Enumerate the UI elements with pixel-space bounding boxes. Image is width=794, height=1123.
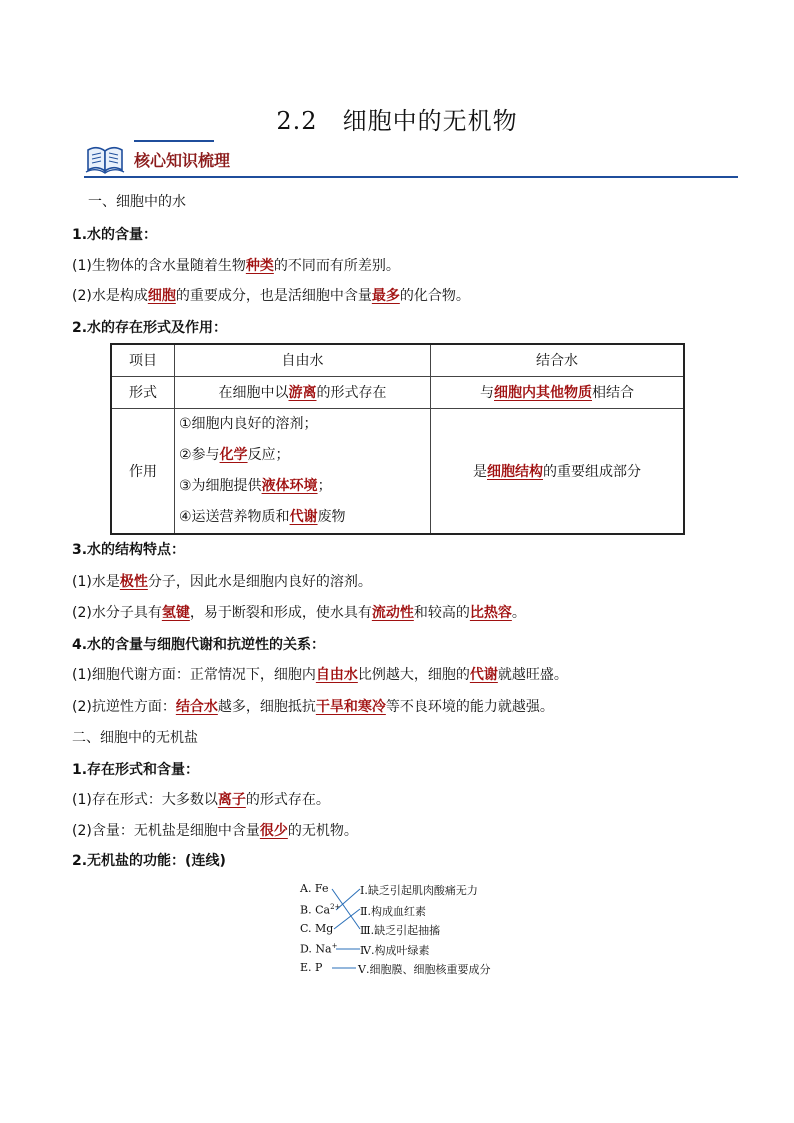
table-cell [175, 408, 431, 534]
s4-line1: (1)细胞代谢方面：正常情况下，细胞内自由水比例越大，细胞的代谢就越旺盛。 [72, 667, 568, 683]
part2-heading: 二、细胞中的无机盐 [72, 730, 198, 746]
answer-blank: 比热容 [469, 605, 512, 621]
answer-blank: 代谢 [469, 667, 498, 683]
function-label: Ⅰ.缺乏引起肌肉酸痛无力 [360, 884, 478, 897]
p2-s2-heading: 2.无机盐的功能：(连线) [72, 853, 226, 869]
section-label: 核心知识梳理 [134, 151, 231, 170]
answer-blank: 很少 [259, 823, 288, 839]
element-label: D. Na+ [300, 942, 338, 956]
table-header-cell: 自由水 [175, 344, 431, 376]
answer-blank: 最多 [371, 288, 400, 304]
function-label: Ⅱ.构成血红素 [360, 905, 426, 918]
table-header-cell: 结合水 [431, 344, 685, 376]
answer-blank: 极性 [119, 574, 148, 590]
function-label: Ⅴ.细胞膜、细胞核重要成分 [358, 963, 491, 976]
p2-s1-heading: 1.存在形式和含量： [72, 762, 200, 778]
table-cell: 在细胞中以游离的形式存在 [175, 376, 431, 408]
p2-s1-line1: (1)存在形式：大多数以离子的形式存在。 [72, 792, 330, 808]
answer-blank: 游离 [288, 385, 317, 401]
answer-blank: 代谢 [289, 508, 318, 525]
table-cell: 与细胞内其他物质相结合 [431, 376, 685, 408]
page-title: 2.2 细胞中的无机物 [276, 107, 518, 135]
function-label: Ⅲ.缺乏引起抽搐 [360, 924, 441, 937]
element-label: B. $Ca^{2+}$ [300, 903, 341, 917]
element-label: E. P [300, 961, 323, 974]
answer-blank: 结合水 [175, 699, 218, 715]
header-bottom-rule [84, 176, 738, 178]
s1-line1: (1)生物体的含水量随着生物种类的不同而有所差别。 [72, 258, 400, 274]
function-item: ②参与化学反应； [179, 446, 290, 463]
table-cell: 是细胞结构的重要组成部分 [431, 408, 685, 534]
table-row [111, 408, 684, 534]
table-cell: 作用 [111, 408, 175, 534]
s4-heading: 4.水的含量与细胞代谢和抗逆性的关系： [72, 637, 326, 653]
answer-blank: 细胞结构 [487, 463, 543, 480]
book-icon [84, 140, 128, 176]
s1-heading: 1.水的含量： [72, 227, 158, 243]
function-item: ④运送营养物质和代谢废物 [179, 508, 346, 525]
element-label: A. Fe [300, 882, 329, 895]
matching-diagram [296, 876, 526, 980]
part1-heading: 一、细胞中的水 [88, 194, 186, 210]
answer-blank: 氢键 [161, 605, 190, 621]
table-row [111, 376, 684, 408]
p2-s1-line2: (2)含量：无机盐是细胞中含量很少的无机物。 [72, 823, 358, 839]
answer-blank: 液体环境 [261, 477, 318, 494]
water-table [110, 343, 685, 535]
answer-blank: 干旱和寒冷 [315, 699, 386, 715]
function-item: ③为细胞提供液体环境； [179, 477, 332, 494]
function-item: ①细胞内良好的溶剂； [179, 415, 318, 432]
s2-heading: 2.水的存在形式及作用： [72, 320, 228, 336]
answer-blank: 细胞 [147, 288, 176, 304]
header-top-rule [134, 140, 214, 142]
answer-blank: 种类 [245, 258, 274, 274]
answer-blank: 化学 [219, 446, 248, 463]
s3-line1: (1)水是极性分子，因此水是细胞内良好的溶剂。 [72, 574, 372, 590]
section-header [84, 134, 738, 182]
s1-line2: (2)水是构成细胞的重要成分，也是活细胞中含量最多的化合物。 [72, 288, 470, 304]
answer-blank: 细胞内其他物质 [494, 385, 592, 401]
answer-blank: 离子 [217, 792, 246, 808]
table-header-cell: 项目 [111, 344, 175, 376]
s4-line2: (2)抗逆性方面：结合水越多，细胞抵抗干旱和寒冷等不良环境的能力就越强。 [72, 699, 554, 715]
s3-heading: 3.水的结构特点： [72, 542, 186, 558]
element-label: C. Mg [300, 922, 334, 935]
s3-line2: (2)水分子具有氢键，易于断裂和形成，使水具有流动性和较高的比热容。 [72, 605, 526, 621]
function-label: Ⅳ.构成叶绿素 [360, 944, 430, 957]
table-cell: 形式 [111, 376, 175, 408]
answer-blank: 自由水 [315, 667, 358, 683]
answer-blank: 流动性 [371, 605, 414, 621]
table-row [111, 344, 684, 376]
